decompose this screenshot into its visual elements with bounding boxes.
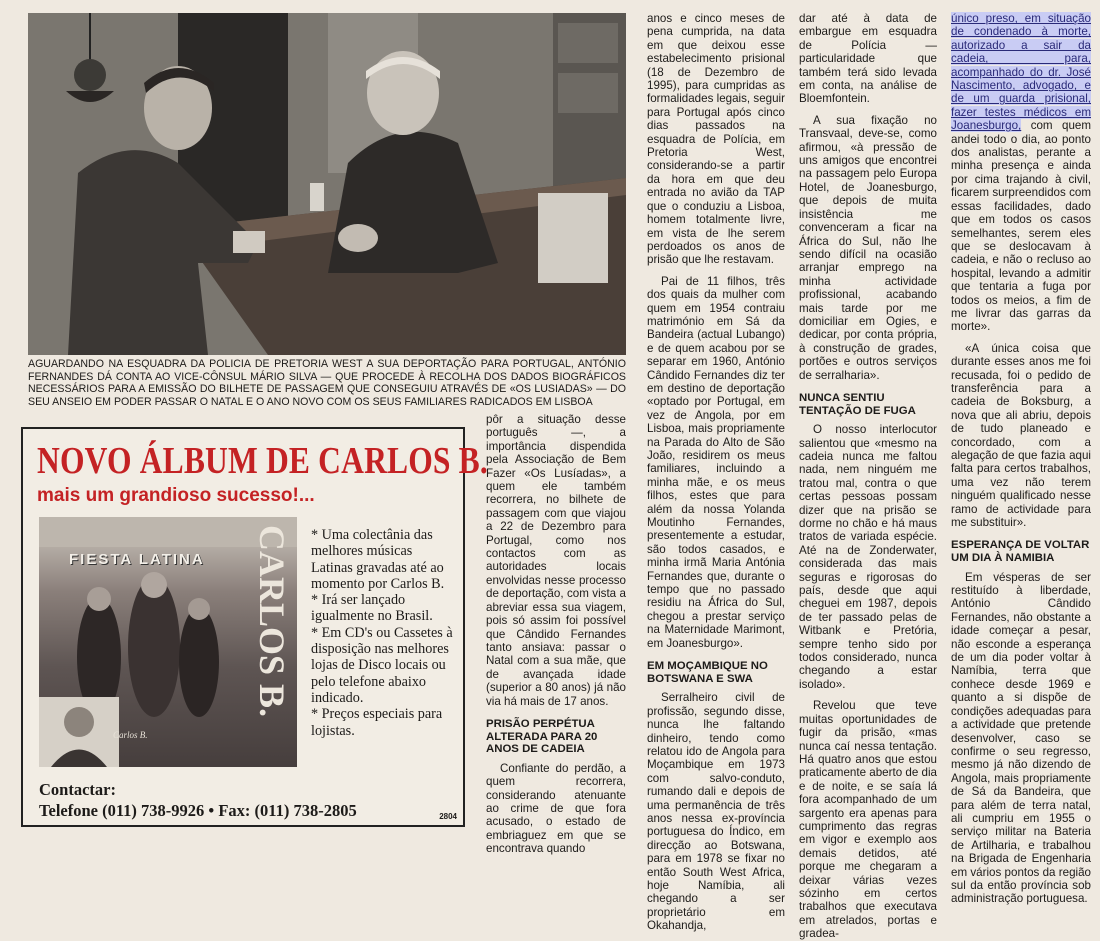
cover-side-text: CARLOS B.	[252, 525, 292, 718]
article-column-4	[951, 12, 1091, 906]
contact-phones: Telefone (011) 738-9926 • Fax: (011) 738-2805	[39, 801, 357, 820]
paragraph: Confiante do perdão, a quem recorrera, considerando atenuante ao crime de que fora acusado, o estado de embriaguez em que se encontrava quando	[486, 761, 626, 856]
section-heading: EM MOÇAMBIQUE NO BOTSWANA E SWA	[647, 660, 768, 685]
section-heading: PRISÃO PERPÉTUA ALTERADA PARA 20 ANOS DE CADEIA	[486, 717, 598, 756]
ad-bullet: * Uma colectânia das melhores músicas Latinas gravadas até ao momento por Carlos B.	[311, 527, 445, 592]
ad-bullet: * Preços especiais para lojistas.	[311, 706, 443, 739]
paragraph: anos e cinco meses de pena cumprida, na data em que deixou esse estabelecimento prisional (18 de Dezembro de 1995), para cumpridas as formalidades legais, seguir para Portugal após cinco dias passados na esquadra de Polícia, em Pretoria West, considerando-se a partir da hora em que deu entrada no avião da TAP que o conduziu a Lisboa, homem totalmente livre, em vista de lhe serem perdoados os anos de prisão que lhe restavam.	[647, 12, 785, 267]
section-heading: ESPERANÇA DE VOLTAR UM DIA À NAMIBIA	[951, 539, 1090, 565]
album-cover	[39, 517, 297, 767]
ad-bullet: * Em CD's ou Cassetes à disposição nas melhores lojas de Disco locais ou pelo telefone abaixo indicado.	[311, 624, 453, 706]
paragraph-continuation: com quem andei todo o dia, ao ponto dos analistas, perante a minha presença e ainda por cima trajando à civil, ficarem surpreendidos com essas facilidades, dado que em todos os casos semelhantes, serem eles que se deslocavam à cadeia, e não o recluso ao hospital, levando a admitir que tentaria a fuga por todos os meios, a fim de me livrar das garras da morte».	[951, 119, 1091, 334]
paragraph: O nosso interlocutor salientou que «mesmo na cadeia nunca me faltou nada, nem ninguém me tratou mal, contra o que certas pessoas possam dizer que na prisão se dorme no chão e há maus tratos de variada espécie. Até na de Zonderwater, considerada das mais seguras e rigorosas do país, desde que aqui cheguei em 1987, depois de ter passado pelas de Witbank e Pretória, sempre tenho sido por todos considerado, nunca chegando a estar isolado».	[799, 423, 937, 691]
paragraph: Revelou que teve muitas oportunidades de fugir da prisão, «mas nunca caí nessa tentação. Há quatro anos que estou praticamente aberto de dia e de noite, e se saía lá fora acompanhado de um sargento era apenas para cumprimento das regras em vigor e exemplo aos demais detidos, até porque me chegaram a deixar várias vezes sózinho em certos trabalhos que executava em atrelados, portas e gradea-	[799, 699, 937, 941]
paragraph: Em vésperas de ser restituído à liberdade, António Cândido Fernandes, não obstante a idade começar a pesar, não esconde a esperança de um dia poder voltar à Namíbia, terra que conhece desde 1969 e quanto a si dispõe de condições adequadas para a actividade que pretende desenvolver, caso se confirme o seu regresso, mesmo já não dizendo de Angola, mais propriamente de Sá da Bandeira, que para além de terra natal, ali cumpriu em 1955 o serviço militar na Bateria de Artilharia, e trabalhou na Brigada de Engenharia em vários pontos da região sul da então província sob administração portuguesa.	[951, 570, 1091, 906]
article-column-1	[486, 413, 626, 856]
ad-bullet: * Irá ser lançado igualmente no Brasil.	[311, 592, 433, 625]
highlighted-text: único preso, em situação de condenado à morte, autorizado a sair da cadeia, para, acompanhado do dr. José Nascimento, advogado, e de um guarda prisional, fazer testes médicos em Joanesburgo,	[951, 12, 1091, 133]
contact-label: Contactar:	[39, 780, 116, 799]
ad-subtitle: mais um grandioso sucesso!...	[37, 485, 315, 506]
paragraph: pôr a situação desse português —, a importância dispendida pela Associação de Bem Fazer «Os Lusíadas», a quem ele também recorrera, no bilhete de passagem com que viajou a 22 de Dezembro para Portugal, como nos contactos com as autoridades locais envolvidas nesse processo de deportação, com vista a abreviar essa sua viagem, pois só assim foi possível que Cândido Fernandes tanto ansiava: passar o Natal com a sua mãe, que de avançada idade (superior a 80 anos) já não via há mais de 17 anos.	[486, 413, 626, 708]
paragraph: Pai de 11 filhos, três dos quais da mulher com quem em 1954 contraiu matrimónio em Sá da Bandeira (actual Lubango) e de quem acabou por se separar em 1960, António Cândido Fernandes diz ter em destino de deportação «optado por Portugal, em vez de Angola, por em Lisboa, mais propriamente na Parada do Alto de São João, residirem os meus familiares, incluindo a minha mãe, e os meus filhos, estes que para além da nossa Yolanda Moutinho Fernandes, presentemente a estudar, são todos casados, e minha irmã Maria Antónia Fernandes que, durante o tempo que no passado residiu na África do Sul, chegou a prestar serviço na Maternidade Marimont, em Joanesburgo».	[647, 274, 785, 650]
cover-title: FIESTA LATINA	[69, 551, 205, 568]
paragraph: dar até à data de embargue em esquadra de Polícia — particularidade que também terá sido levada em conta, na análise de Bloemfontein.	[799, 12, 937, 106]
ad-contact	[39, 779, 357, 821]
paragraph: Serralheiro civil de profissão, segundo disse, nunca lhe faltando dinheiro, tendo como relatou ido de Angola para Moçambique em 1973 com salvo-conduto, rumando dali e depois de uma permanência de três anos nessa ex-província portuguesa do Índico, em direcção ao Botswana, para em 1978 se fixar no então South West Africa, hoje Namíbia, ali chegando a ser proprietário em Okahandja,	[647, 691, 785, 933]
paragraph: A sua fixação no Transvaal, deve-se, como afirmou, «à pressão de uns amigos que encontrei na passagem pelo Europa Hotel, de Joanesburgo, que depois de muita insistência me convenceram a ficar na África do Sul, não lhe sendo difícil na ocasião arranjar emprego na minha actividade profissional, acabando mais tarde por me domiciliar em Ogies, e dedicar, por conta própria, à construção de grades, portões e outros serviços de serralharia».	[799, 113, 937, 382]
article-column-2	[647, 12, 785, 933]
photo-scene	[28, 13, 626, 355]
ad-code: 2804	[439, 812, 457, 821]
album-advertisement	[21, 427, 488, 827]
paragraph	[951, 12, 1091, 334]
article-column-3	[799, 12, 937, 941]
photo-caption: AGUARDANDO NA ESQUADRA DA POLICIA DE PRETORIA WEST A SUA DEPORTAÇÃO PARA PORTUGAL, ANTÓNIO FERNANDES DÁ CONTA AO VICE-CÔNSUL MÁRIO SILVA — QUE PROCEDE À RECOLHA DOS DADOS BIOGRÁFICOS NECESSÁRIOS PARA A EMISSÃO DO BILHETE DE PASSAGEM QUE CONSEGUIU ATRAVÉS DE «OS LUSIADAS» — DO SEU ANSEIO EM PODER PASSAR O NATAL E O ANO NOVO COM OS SEUS FAMILIARES RADICADOS EM LISBOA	[28, 358, 626, 408]
paragraph: «A única coisa que durante esses anos me foi recusada, foi o pedido de transferência para a cadeia de Boksburg, a nova que ali abriu, depois de tudo planeado e concordado, com a alegação de que fazia aqui falta para certos trabalhos, uma vez não terem ninguém qualificado nesse ramo de actividade para me substituir».	[951, 341, 1091, 530]
section-heading: NUNCA SENTIU TENTAÇÃO DE FUGA	[799, 391, 916, 417]
ad-title: NOVO ÁLBUM DE CARLOS B.	[37, 440, 488, 482]
ad-feature-list	[311, 527, 457, 739]
cover-artist-signature: Carlos B.	[113, 730, 148, 740]
news-photo	[28, 13, 626, 355]
